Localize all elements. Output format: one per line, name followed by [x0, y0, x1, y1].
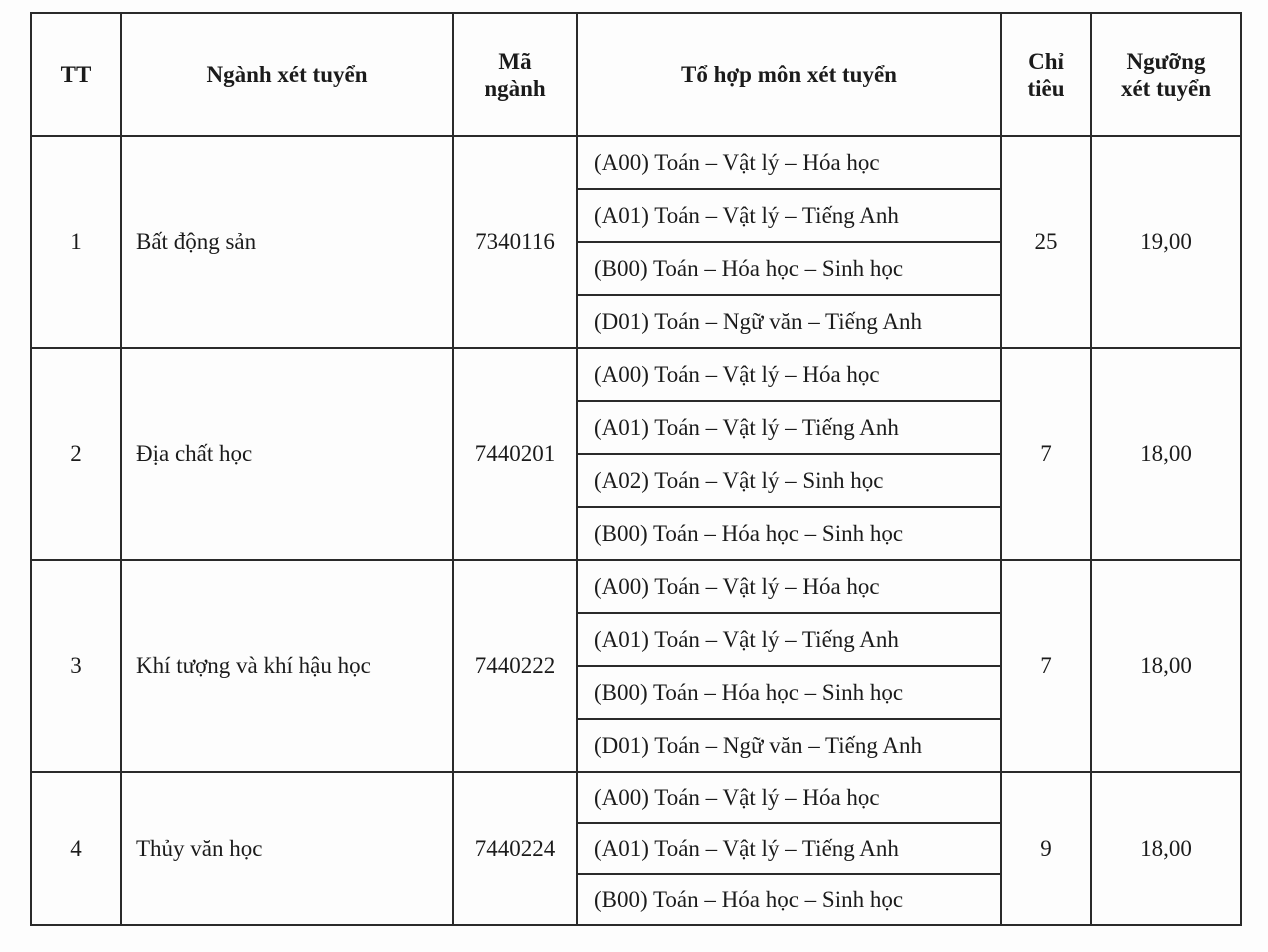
header-combos: Tổ hợp môn xét tuyển	[577, 13, 1001, 136]
combo-cell: (A00) Toán – Vật lý – Hóa học	[577, 772, 1001, 823]
header-code-line1: Mã	[498, 48, 532, 74]
row-quota: 7	[1001, 560, 1091, 772]
row-code: 7440222	[453, 560, 577, 772]
combo-cell: (A00) Toán – Vật lý – Hóa học	[577, 348, 1001, 401]
combo-cell: (A00) Toán – Vật lý – Hóa học	[577, 136, 1001, 189]
header-tt: TT	[31, 13, 121, 136]
header-threshold	[1091, 13, 1241, 136]
row-threshold: 18,00	[1091, 772, 1241, 925]
combo-cell: (B00) Toán – Hóa học – Sinh học	[577, 874, 1001, 925]
row-major: Bất động sản	[121, 136, 453, 348]
header-row	[31, 13, 1241, 136]
table-row	[31, 560, 1241, 613]
header-threshold-line2: xét tuyển	[1120, 75, 1212, 101]
table-row	[31, 772, 1241, 823]
header-quota-line2: tiêu	[1027, 75, 1065, 101]
header-threshold-line1: Ngưỡng	[1126, 48, 1206, 74]
row-major: Khí tượng và khí hậu học	[121, 560, 453, 772]
row-tt: 3	[31, 560, 121, 772]
combo-cell: (A01) Toán – Vật lý – Tiếng Anh	[577, 823, 1001, 874]
row-tt: 4	[31, 772, 121, 925]
row-quota: 9	[1001, 772, 1091, 925]
row-quota: 25	[1001, 136, 1091, 348]
table-row	[31, 136, 1241, 189]
row-quota: 7	[1001, 348, 1091, 560]
row-major: Địa chất học	[121, 348, 453, 560]
table-row	[31, 348, 1241, 401]
header-code	[453, 13, 577, 136]
header-code-line2: ngành	[484, 75, 546, 101]
combo-cell: (A01) Toán – Vật lý – Tiếng Anh	[577, 189, 1001, 242]
row-threshold: 19,00	[1091, 136, 1241, 348]
combo-cell: (B00) Toán – Hóa học – Sinh học	[577, 666, 1001, 719]
document-page	[30, 12, 1240, 952]
row-code: 7440224	[453, 772, 577, 925]
row-code: 7440201	[453, 348, 577, 560]
combo-cell: (A00) Toán – Vật lý – Hóa học	[577, 560, 1001, 613]
row-major: Thủy văn học	[121, 772, 453, 925]
row-threshold: 18,00	[1091, 348, 1241, 560]
combo-cell: (D01) Toán – Ngữ văn – Tiếng Anh	[577, 295, 1001, 348]
row-threshold: 18,00	[1091, 560, 1241, 772]
combo-cell: (D01) Toán – Ngữ văn – Tiếng Anh	[577, 719, 1001, 772]
header-major: Ngành xét tuyển	[121, 13, 453, 136]
combo-cell: (B00) Toán – Hóa học – Sinh học	[577, 242, 1001, 295]
combo-cell: (B00) Toán – Hóa học – Sinh học	[577, 507, 1001, 560]
combo-cell: (A01) Toán – Vật lý – Tiếng Anh	[577, 613, 1001, 666]
combo-cell: (A02) Toán – Vật lý – Sinh học	[577, 454, 1001, 507]
header-quota	[1001, 13, 1091, 136]
row-tt: 2	[31, 348, 121, 560]
combo-cell: (A01) Toán – Vật lý – Tiếng Anh	[577, 401, 1001, 454]
header-quota-line1: Chỉ	[1028, 48, 1064, 74]
row-code: 7340116	[453, 136, 577, 348]
row-tt: 1	[31, 136, 121, 348]
admission-table	[30, 12, 1242, 926]
